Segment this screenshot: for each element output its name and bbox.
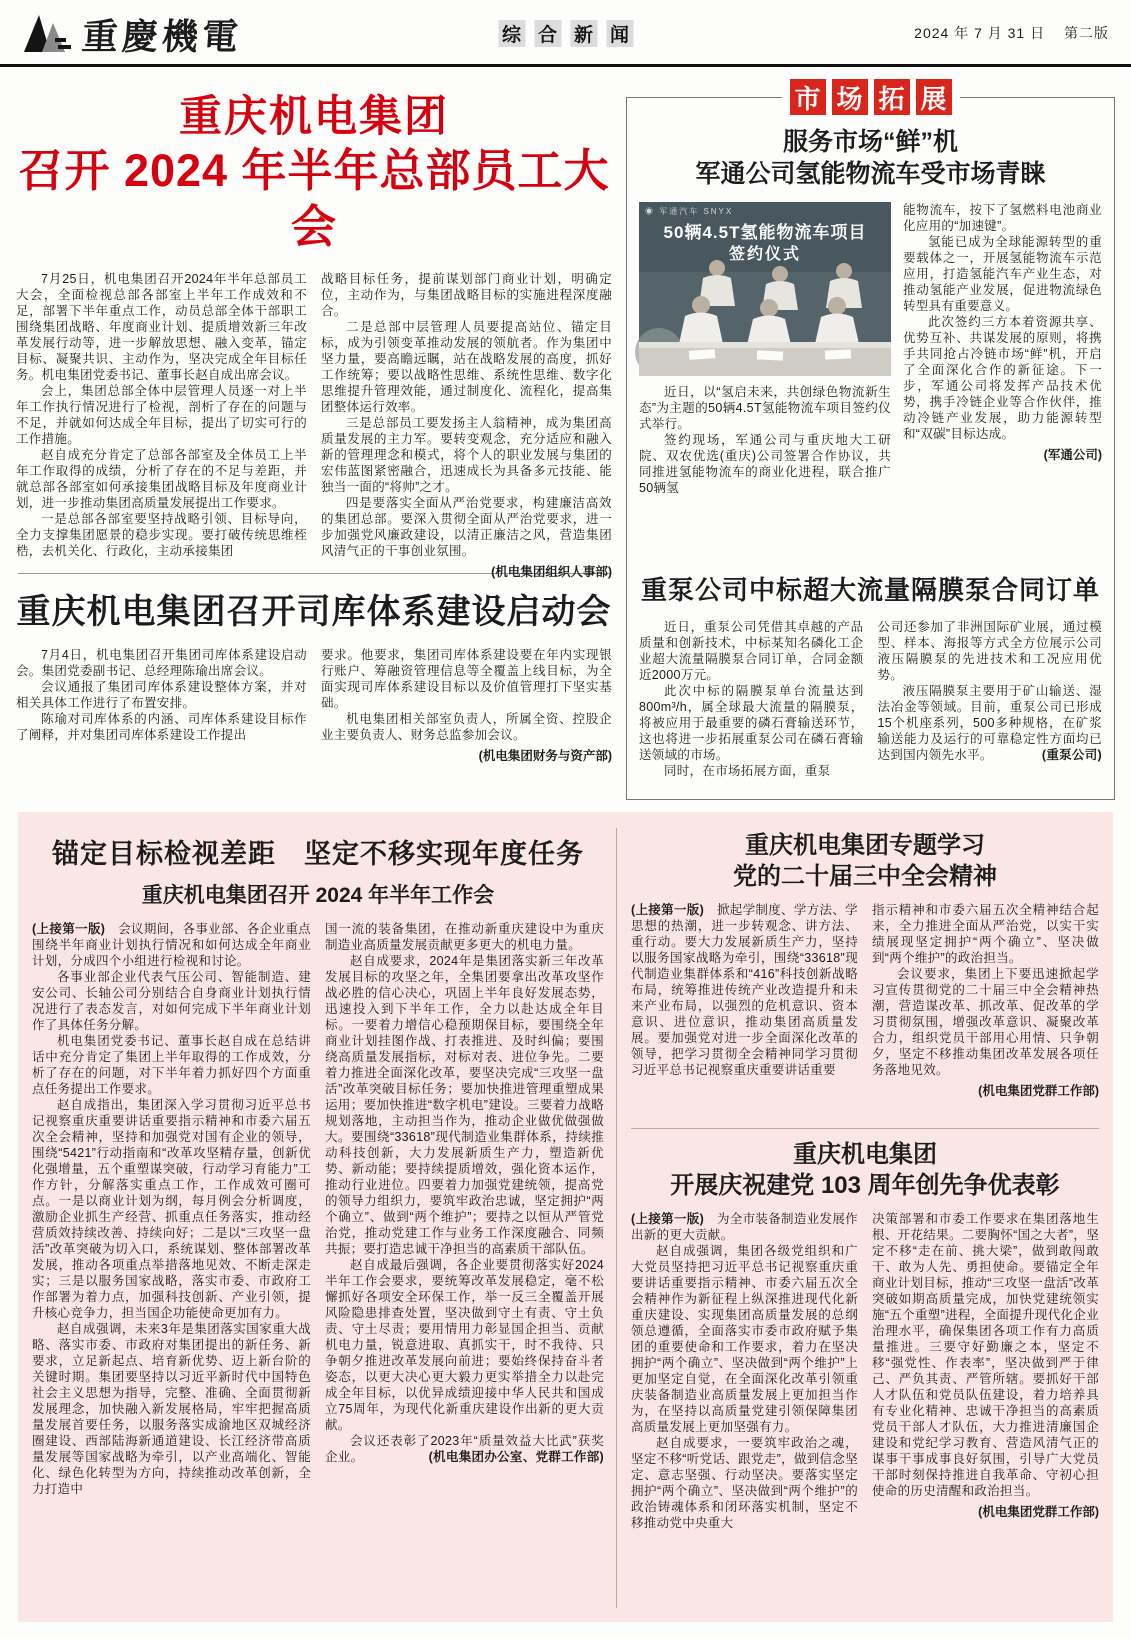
article-column	[639, 619, 864, 789]
article-column	[16, 647, 307, 799]
paragraph: 指示精神和市委六届五次全精神结合起来，全力推进全面从严治党，以实干实绩展现坚定拥护“两个确立”、坚决做到“两个维护”的政治担当。	[872, 903, 1099, 965]
paragraph-text: 液压隔膜泵主要用于矿山输送、湿法冶金等领域。目前，重泵公司已形成15个机座系列，500多种规格，在矿浆输送能力及运行的可靠稳定性方面均已达到国内领先水平。	[877, 684, 1102, 762]
paragraph: 决策部署和市委工作要求在集团落地生根、开花结果。二要胸怀“国之大者”，坚定不移“走在前、挑大梁”，做到敢闯敢干、敢为人先、勇担使命。要锚定全年商业计划目标，推动“三攻坚一盘活”改革突破如期高质量完成，加快党建统领实施“五个重塑”进程，全面提升现代化企业治理水平，确保集团各项工作有力高质量推进。三要守好勤廉之本，坚定不移“强党性、作表率”，坚决做到严于律己、严负其责、严管所辖。要抓好干部人才队伍和党员队伍建设，着力培养具有专业化精神、忠诚干净担当的高素质党员干部人才队伍，大力推进清廉国企建设和党纪学习教育、营造风清气正的谋事干事成事良好氛围，引导广大党员干部时刻保持推进自我革命、守初心担使命的历史清醒和政治担当。	[872, 1212, 1099, 1498]
article-byline: (机电集团办公室、党群工作部)	[428, 1450, 604, 1464]
paragraph: 7月4日，机电集团召开集团司库体系建设启动会。集团党委副书记、总经理陈瑜出席会议。	[16, 648, 307, 678]
paragraph: 签约现场，军通公司与重庆地大工研院、双农优选(重庆)公司签署合作协议，共同推进氢能物流车的商业化进程，联合推广50辆氢	[639, 433, 891, 495]
paragraph: 同时，在市场拓展方面，重泵	[664, 764, 831, 778]
paragraph	[325, 1433, 604, 1465]
badge-char: 场	[832, 79, 868, 115]
title-line: 服务市场“鲜”机	[782, 128, 958, 156]
paragraph: 一是总部各部室要坚持战略引领、目标导向，全力支撑集团愿景的稳步实现。要打破传统思维桎梏，去机关化、行政化，主动承接集团	[16, 512, 307, 558]
article-title	[639, 126, 1102, 190]
paragraph: 会议要求，集团上下要迅速掀起学习宣传贯彻党的二十届三中全会精神热潮，营造谋改革、抓改革、促改革的学习贯彻氛围，增强改革意识、凝聚改革合力，组织党员干部用心用情、只争朝夕，坚定不移推动集团改革发展各项任务落地见效。	[872, 967, 1099, 1077]
photo-banner	[639, 222, 891, 265]
badge-char: 市	[790, 79, 826, 115]
paragraph-text: 会议期间，各事业部、各企业重点围绕半年商业计划执行情况和如何达成全年商业计划，分成四个小组进行检视和讨论。	[32, 922, 311, 968]
paragraph: 战略目标任务，提前谋划部门商业计划，明确定位，主动作为，与集团战略目标的实施进程深度融合。	[321, 272, 612, 318]
market-expansion-box	[626, 83, 1115, 800]
paragraph: 赵自成最后强调，各企业要贯彻落实好2024半年工作会要求，要统筹改革发展稳定，毫不松懈抓好各项安全环保工作，举一反三全覆盖开展风险隐患排查处置，坚决做到守土有责、守土负责、守土尽责；要用情用力彰显国企担当、贡献机电力量，锐意进取、真抓实干，时不我待、只争朝夕推进改革发展向前进；要始终保持奋斗者姿态，以更大决心更大毅力更实举措全力以赴完成全年目标，以优异成绩迎接中华人民共和国成立75周年，为现代化新重庆建设作出新的更大贡献。	[325, 1258, 604, 1432]
paragraph: 机电集团党委书记、董事长赵自成在总结讲话中充分肯定了集团上半年取得的工作成效，分析了存在的问题，对下半年着力抓好四个方面重点任务提出工作要求。	[32, 1034, 311, 1096]
masthead	[22, 11, 242, 55]
paragraph: 赵自成充分肯定了总部各部室及全体员工上半年工作取得的成绩，分析了存在的不足与差距，并就总部各部室如何承接集团战略目标及年度商业计划，进一步推动集团高质量发展提出工作要求。	[16, 448, 307, 510]
paragraph: 四是要落实全面从严治党要求，构建廉洁高效的集团总部。要深入贯彻全面从严治党要求，进一步加强党风廉政建设，以清正廉洁之风，营造集团风清气正的干事创业氛围。	[321, 496, 612, 558]
badge-char: 展	[916, 79, 952, 115]
continued-from-label: (上接第一版)	[631, 903, 705, 917]
continued-from-label: (上接第一版)	[631, 1212, 705, 1226]
left-region	[16, 77, 612, 800]
article-byline: (机电集团财务与资产部)	[478, 749, 612, 763]
paragraph: 会上，集团总部全体中层管理人员逐一对上半年工作执行情况进行了检视，剖析了存在的问题与不足，并就如何达成全年目标，提出了切实可行的工作措施。	[16, 384, 307, 446]
banner-line: 签约仪式	[728, 246, 801, 263]
paragraph: 7月25日，机电集团召开2024年半年总部员工大会，全面检视总部各部室上半年工作成效和不足，部署下半年重点工作，动员总部全体干部职工围绕集团战略、年度商业计划、提质增效新三年改革发展行动等，进一步解放思想、融入变革，锚定目标、凝聚共识、主动作为，坚决完成全年目标任务。机电集团党委书记、董事长赵自成出席会议。	[16, 272, 307, 382]
paragraph: 会议通报了集团司库体系建设整体方案，并对相关具体工作进行了布置安排。	[16, 680, 307, 710]
section-char: 新	[570, 20, 597, 47]
market-expansion-badge	[782, 79, 960, 115]
article-column	[903, 202, 1102, 554]
paragraph	[32, 921, 311, 969]
masthead-title: 重慶機電	[80, 17, 244, 57]
continued-from-label: (上接第一版)	[32, 922, 106, 936]
paragraph: 国一流的装备集团，在推动新重庆建设中为重庆制造业高质量发展贡献更多更大的机电力量。	[325, 922, 604, 952]
paragraph-text: 掀起学制度、学方法、学思想的热潮，进一步转观念、讲方法、重行动。要大力发展新质生产力，坚持以服务国家战略为牵引，围绕“33618”现代制造业集群体系和“416”科技创新战略布局，统筹推进传统产业改造提升和未来产业布局，以强烈的危机意识、资本意识、进位意识，推动集团高质量发展。要加强党对进一步全面深化改革的领导，把学习贯彻全会精神同学习贯彻习近平总书记视察重庆重要讲话重要	[631, 903, 858, 1077]
section-char: 合	[534, 20, 561, 47]
paragraph: 二是总部中层管理人员要提高站位、锚定目标，成为引领变革推动发展的领航者。作为集团中坚力量，要高瞻远瞩，站在战略发展的高度，抓好工作统筹；要以战略性思维、系统性思维、数字化思维提升管理效能，通过制度化、流程化，提高集团整体运行效率。	[321, 320, 612, 414]
paragraph: 能物流车，按下了氢燃料电池商业化应用的“加速键”。	[903, 203, 1102, 233]
paragraph	[631, 902, 858, 1078]
title-line: 召开 2024 年半年总部员工大会	[18, 145, 610, 252]
article-title	[631, 830, 1099, 892]
paragraph: 此次中标的隔膜泵单台流量达到800m³/h，属全球最大流量的隔膜泵，将被应用于最重要的磷石膏输送环节，这也将进一步拓展重泵公司在磷石膏输送领域的市场。	[639, 684, 864, 762]
article-column	[321, 647, 612, 799]
title-line: 重庆机电集团专题学习	[745, 832, 985, 859]
paragraph: 机电集团相关部室负责人，所属全资、控股企业主要负责人、财务总监参加会议。	[321, 712, 612, 742]
article-title	[631, 1139, 1099, 1201]
paragraph: 公司还参加了非洲国际矿业展，通过模型、样本、海报等方式全方位展示公司液压隔膜泵的先进技术和工况应用优势。	[877, 620, 1102, 682]
section-char: 闻	[606, 20, 633, 47]
paragraph: 赵自成指出，集团深入学习贯彻习近平总书记视察重庆重要讲话重要指示精神和市委六届五次全会精神，坚持和加强党对国有企业的领导，围绕“5421”行动指南和“改革攻坚精存量，创新优化强增量，五个重塑谋突破，行动学习育能力”工作方针，分解落实重点工作，工作成效可圈可点。一是以商业计划为纲，每月例会分析调度，激励企业抓生产经营、抓重点任务落实，推动经营质效持续改善、持续向好；二是以“三攻坚一盘活”改革突破为切入口，系统谋划、整体部署改革发展，推动各项重点举措落地见效、不断走深走实；三是以服务国家战略，落实市委、市政府工作部署为着力点，加强科技创新、产业引领，提升核心竞争力，担当国企功能使命更加有力。	[32, 1098, 311, 1320]
title-line: 重庆机电集团	[179, 93, 449, 141]
article-byline: (机电集团组织人事部)	[491, 565, 612, 579]
paragraph: 三是总部员工要发扬主人翁精神，成为集团高质量发展的主力军。要转变观念，充分适应和融入新的管理理念和模式，将个人的职业发展与集团的宏伟蓝图紧密融合，迅速成长为具备多元技能、能独当一面的“将帅”之才。	[321, 416, 612, 494]
paragraph	[878, 683, 1103, 763]
article-half-year-meeting	[32, 828, 616, 1608]
banner-line: 50辆4.5T氢能物流车项目	[663, 223, 867, 242]
article-byline: (机电集团党群工作部)	[978, 1084, 1099, 1098]
article-title: 重庆机电集团召开司库体系建设启动会	[16, 593, 612, 631]
title-line: 开展庆祝建党 103 周年创先争优表彰	[670, 1172, 1060, 1199]
article-byline: (军通公司)	[1043, 448, 1102, 462]
paragraph: 陈瑜对司库体系的内涵、司库体系建设目标作了阐释，并对集团司库体系建设工作提出	[16, 712, 307, 742]
masthead-logo-icon	[22, 11, 74, 55]
paragraph	[631, 1211, 858, 1243]
paragraph: 赵自成强调，未来3年是集团落实国家重大战略、落实市委、市政府对集团提出的新任务、新要求，立足新起点、培育新优势、迈上新台阶的关键时期。集团要坚持以习近平新时代中国特色社会主义思想为指导，完整、准确、全面贯彻新发展理念，加快融入新发展格局，牢牢把握高质量发展首要任务，以服务落实成渝地区双城经济圈建设、西部陆海新通道建设、长江经济带高质量发展等国家战略为牵引，以产业高端化、智能化、绿色化转型为方向，持续推动改革创新，全力打造中	[32, 1322, 311, 1496]
title-line: 重庆机电集团	[793, 1141, 937, 1168]
page-header	[0, 0, 1131, 67]
paragraph: 近日，以“氢启未来，共创绿色物流新生态”为主题的50辆4.5T氢能物流车项目签约仪式举行。	[639, 385, 891, 431]
badge-char: 拓	[874, 79, 910, 115]
pink-right-region	[616, 828, 1099, 1608]
article-title	[16, 91, 612, 255]
paragraph: 要求。他要求，集团司库体系建设要在年内实现银行账户、筹融资管理信息等全覆盖上线目标，为全面实现司库体系建设目标以及价值管理打下坚实基础。	[321, 648, 612, 710]
article-column	[639, 202, 891, 554]
article-pump	[639, 570, 1102, 789]
section-name	[498, 20, 633, 47]
date-text: 2024 年 7 月 31 日	[914, 25, 1046, 41]
article-byline: (机电集团党群工作部)	[978, 1505, 1099, 1519]
divider	[631, 1128, 1099, 1129]
article-staff-meeting	[16, 91, 612, 579]
paragraph-text: 为全市装备制造业发展作出新的更大贡献。	[631, 1212, 858, 1242]
article-column	[321, 271, 612, 579]
signing-ceremony-photo	[639, 202, 891, 376]
article-title: 重泵公司中标超大流量隔膜泵合同订单	[640, 575, 1100, 605]
article-party-anniversary	[631, 1139, 1099, 1639]
article-column	[631, 902, 858, 1116]
article-treasury	[16, 584, 612, 799]
article-column	[872, 902, 1099, 1116]
title-line: 党的二十届三中全会精神	[733, 863, 997, 890]
edition-text: 第二版	[1064, 25, 1109, 41]
article-column	[32, 921, 311, 1609]
article-column	[872, 1211, 1099, 1639]
dateline	[914, 23, 1109, 43]
article-plenum-study	[631, 830, 1099, 1116]
article-byline: (重泵公司)	[1041, 748, 1102, 762]
paragraph: 赵自成要求，2024年是集团落实新三年改革发展目标的攻坚之年，全集团要拿出改革攻坚作战必胜的信心决心，巩固上半年良好发展态势，迅速投入到下半年工作，全力以赴达成全年目标。一要着力增信心稳预期保目标，要围绕全年商业计划挂图作战、打表推进、及时纠偏；要围绕高质量发展指标，对标对表、进位争先。二要着力推进全面深化改革，要坚决完成“三攻坚一盘活”改革突破目标任务；要加快推进管理重塑成果运用；要加快推进“数字机电”建设。三要着力战略规划落地，主动担当作为，推动企业做优做强做大。要围绕“33618”现代制造业集群体系，持续推动科技创新，大力发展新质生产力，塑造新优势、新动能；要持续提质增效，强化资本运作，推动行业进位。四要着力加强党建统领，提高党的领导力组织力，要筑牢政治忠诚，坚定拥护“两个确立”、做到“两个维护”；要持之以恒从严管党治党，推动党建工作与业务工作深度融合、同频共振；要打造忠诚干净担当的高素质干部队伍。	[325, 954, 604, 1256]
title-line: 军通公司氢能物流车受市场青睐	[695, 160, 1046, 188]
paragraph: 近日，重泵公司凭借其卓越的产品质量和创新技术，中标某知名磷化工企业超大流量隔膜泵合同订单，合同金额近2000万元。	[639, 620, 864, 682]
article-column	[16, 271, 307, 559]
article-column	[325, 921, 604, 1609]
article-column	[631, 1211, 858, 1639]
paragraph: 赵自成要求，一要筑牢政治之魂，坚定不移“听党话、跟党走”，做到信念坚定、意志坚强、行动坚决。要落实坚定拥护“两个确立”、坚决做到“两个维护”的政治铸魂体系和闭环落实机制，坚定不移推动党中央重大	[631, 1436, 858, 1530]
paragraph: 氢能已成为全球能源转型的重要载体之一，开展氢能物流车示范应用，打造氢能汽车产业生态，对推动氢能产业发展，促进物流绿色转型具有重要意义。	[903, 235, 1102, 313]
section-char: 综	[498, 20, 525, 47]
article-column	[878, 619, 1103, 789]
paragraph: 赵自成强调，集团各级党组织和广大党员坚持把习近平总书记视察重庆重要讲话重要指示精神、市委六届五次全会精神作为新征程上纵深推进现代化新重庆建设、实现集团高质量发展的总纲领总遵循，全面落实市委市政府赋予集团的重要使命和工作要求，着力在坚决拥护“两个确立”、坚决做到“两个维护”上更加坚定自觉，在全面深化改革引领重庆装备制造业高质量发展上更加担当作为，在坚持以高质量党建引领保障集团高质量发展上更加坚强有力。	[631, 1244, 858, 1434]
pink-section	[18, 812, 1113, 1622]
paragraph: 各事业部企业代表气压公司、智能制造、建安公司、长轴公司分别结合自身商业计划执行情况进行了表态发言，对如何完成下半年商业计划作了具体任务分解。	[32, 970, 311, 1032]
paragraph-text: 会议还表彰了2023年“质量效益大比武”获奖企业。	[325, 1434, 604, 1464]
article-juntong	[639, 126, 1102, 554]
article-subtitle: 重庆机电集团召开 2024 年半年工作会	[141, 884, 495, 907]
page-body	[0, 67, 1131, 1622]
photo-logo-text: ◉ 军通汽车 SNYX	[645, 207, 734, 216]
paragraph: 此次签约三方本着资源共享、优势互补、共谋发展的原则，将携手共同抢占冷链市场“鲜”机，开启了全面深化合作的新征途。下一步，军通公司将发挥产品技术优势，携手冷链企业等合作伙伴，推动冷链产业发展，助力能源转型和“双碳”目标达成。	[903, 315, 1102, 441]
article-title: 锚定目标检视差距 坚定不移实现年度任务	[52, 839, 584, 869]
